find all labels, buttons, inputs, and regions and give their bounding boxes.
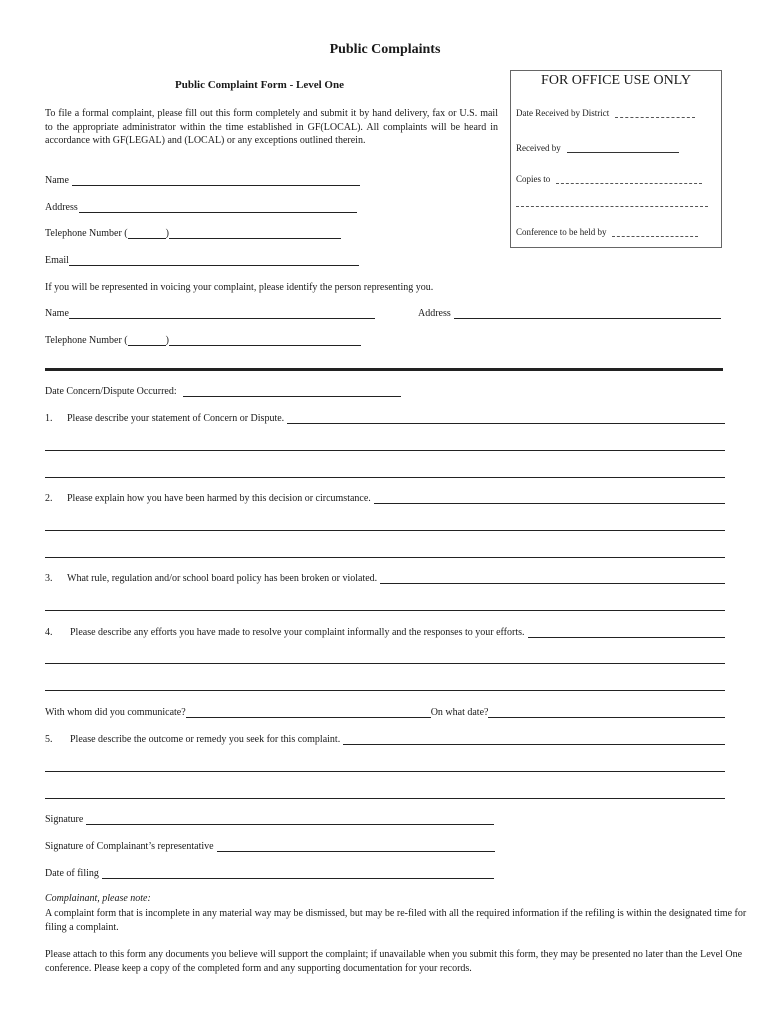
office-conference-label: Conference to be held by xyxy=(516,227,607,237)
complainant-phone-line[interactable] xyxy=(169,228,341,239)
office-use-box xyxy=(510,70,722,248)
question-3-number: 3. xyxy=(45,573,53,584)
question-4-answer-line[interactable] xyxy=(45,690,725,691)
office-copies-to-line[interactable] xyxy=(556,175,702,184)
representative-address-line[interactable] xyxy=(454,308,721,319)
on-what-date-label: On what date? xyxy=(430,707,489,718)
complainant-address-label: Address xyxy=(45,202,78,213)
signature-label: Signature xyxy=(45,814,84,825)
office-copies-to-label: Copies to xyxy=(516,174,551,184)
note-attachments: Please attach to this form any documents you believe will support the complaint; if unavailable when you submit this form, they may be presented no later than the Level One conference. Please keep a copy of the completed form and any supporting documentation for your records. xyxy=(45,949,743,974)
question-5-answer-line[interactable] xyxy=(45,771,725,772)
rep-signature-line[interactable] xyxy=(217,841,495,852)
representative-address-label: Address xyxy=(418,308,451,319)
representative-name-label: Name xyxy=(45,308,69,319)
office-received-by-line[interactable] xyxy=(567,144,679,153)
question-1-number: 1. xyxy=(45,413,53,424)
representative-address-field xyxy=(418,308,721,319)
representative-area-code-line[interactable] xyxy=(128,335,166,346)
office-conference-field xyxy=(516,227,698,237)
date-filing-line[interactable] xyxy=(102,868,494,879)
on-what-date-line[interactable] xyxy=(488,707,725,718)
complainant-name-line[interactable] xyxy=(72,175,360,186)
question-1-line[interactable] xyxy=(287,413,725,424)
question-1-answer-line[interactable] xyxy=(45,477,725,478)
question-4-answer-line[interactable] xyxy=(45,663,725,664)
complainant-email-field xyxy=(45,255,359,266)
question-2 xyxy=(45,493,725,504)
question-4-line[interactable] xyxy=(528,627,725,638)
office-received-by-label: Received by xyxy=(516,143,561,153)
question-3-answer-line[interactable] xyxy=(45,610,725,611)
complainant-email-label: Email xyxy=(45,255,69,266)
rep-signature-field xyxy=(45,841,495,852)
representative-prompt: If you will be represented in voicing your complaint, please identify the person representing you. xyxy=(45,282,434,293)
representative-phone-close: ) xyxy=(165,335,169,346)
section-divider xyxy=(45,368,723,371)
question-4-text: Please describe any efforts you have made to resolve your complaint informally and the responses to your efforts. xyxy=(70,627,525,638)
question-2-line[interactable] xyxy=(374,493,725,504)
communication-field xyxy=(45,707,725,718)
representative-phone-label: Telephone Number ( xyxy=(45,335,128,346)
page-title: Public Complaints xyxy=(329,42,441,57)
date-concern-label: Date Concern/Dispute Occurred: xyxy=(45,386,177,397)
complainant-address-line[interactable] xyxy=(79,202,357,213)
office-copies-to-line-2[interactable] xyxy=(516,206,708,207)
rep-signature-label: Signature of Complainant’s representative xyxy=(45,841,214,852)
representative-name-field xyxy=(45,308,375,319)
signature-line[interactable] xyxy=(86,814,494,825)
question-3-line[interactable] xyxy=(380,573,725,584)
question-2-number: 2. xyxy=(45,493,53,504)
question-3 xyxy=(45,573,725,584)
office-date-received-label: Date Received by District xyxy=(516,108,610,118)
office-conference-line[interactable] xyxy=(612,228,698,237)
question-1 xyxy=(45,413,725,424)
intro-paragraph: To file a formal complaint, please fill out this form completely and submit it by hand delivery, fax or U.S. mail to the appropriate administrator within the time established in GF(LOCAL). All complaints will be heard in accordance with GF(LEGAL) and (LOCAL) or any exceptions outlined therein. xyxy=(45,108,498,147)
question-3-text: What rule, regulation and/or school board policy has been broken or violated. xyxy=(67,573,378,584)
question-5-text: Please describe the outcome or remedy you seek for this complaint. xyxy=(70,734,341,745)
question-1-answer-line[interactable] xyxy=(45,450,725,451)
question-5-number: 5. xyxy=(45,734,53,745)
question-4-number: 4. xyxy=(45,627,53,638)
representative-phone-field xyxy=(45,335,361,346)
date-concern-field xyxy=(45,386,401,397)
form-subtitle: Public Complaint Form - Level One xyxy=(175,79,344,91)
office-copies-to-field xyxy=(516,174,702,184)
signature-field xyxy=(45,814,494,825)
representative-name-line[interactable] xyxy=(69,308,375,319)
complainant-email-line[interactable] xyxy=(69,255,359,266)
complainant-name-label: Name xyxy=(45,175,69,186)
complainant-phone-close: ) xyxy=(165,228,169,239)
office-date-received-line[interactable] xyxy=(615,109,695,118)
complainant-phone-field xyxy=(45,228,341,239)
date-filing-label: Date of filing xyxy=(45,868,99,879)
note-heading: Complainant, please note: xyxy=(45,893,151,904)
question-1-text: Please describe your statement of Concern or Dispute. xyxy=(67,413,285,424)
complainant-area-code-line[interactable] xyxy=(128,228,166,239)
date-concern-line[interactable] xyxy=(183,386,401,397)
with-whom-line[interactable] xyxy=(186,707,431,718)
complainant-address-field xyxy=(45,202,357,213)
complainant-name-field xyxy=(45,175,360,186)
question-2-answer-line[interactable] xyxy=(45,530,725,531)
date-filing-field xyxy=(45,868,494,879)
question-5 xyxy=(45,734,725,745)
question-5-answer-line[interactable] xyxy=(45,798,725,799)
complainant-phone-label: Telephone Number ( xyxy=(45,228,128,239)
office-use-heading: FOR OFFICE USE ONLY xyxy=(541,73,691,88)
question-5-line[interactable] xyxy=(343,734,725,745)
question-2-answer-line[interactable] xyxy=(45,557,725,558)
question-4 xyxy=(45,627,725,638)
question-2-text: Please explain how you have been harmed by this decision or circumstance. xyxy=(67,493,371,504)
with-whom-label: With whom did you communicate? xyxy=(45,707,186,718)
representative-phone-line[interactable] xyxy=(169,335,361,346)
office-date-received-field xyxy=(516,108,695,118)
note-incomplete: A complaint form that is incomplete in any material way may be dismissed, but may be re-filed with all the required information if the refiling is within the designated time for filing a complaint. xyxy=(45,908,747,933)
office-received-by-field xyxy=(516,143,679,153)
